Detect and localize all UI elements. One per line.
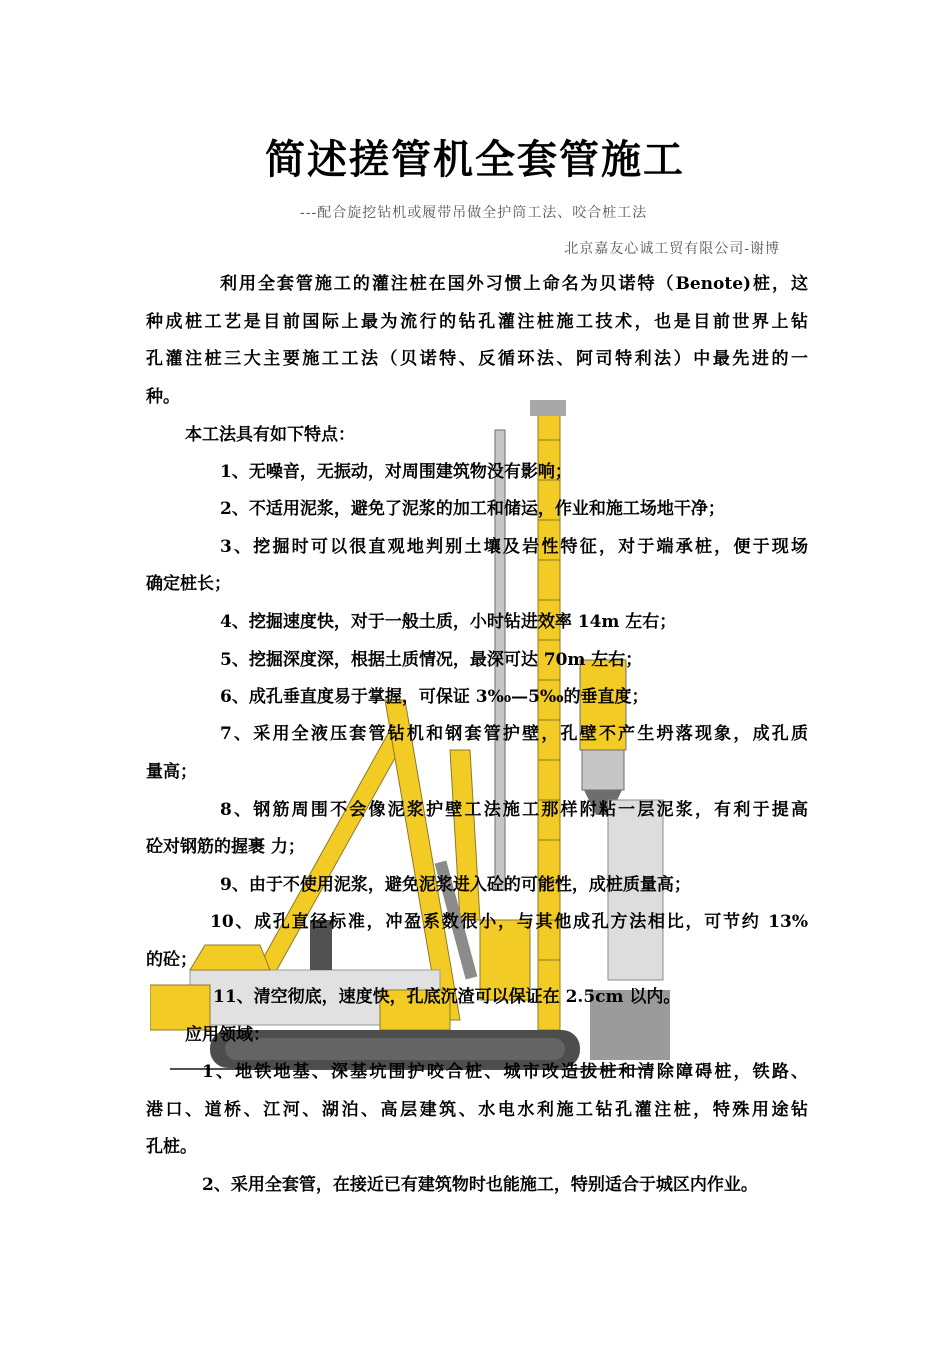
list-item: 8、钢筋周围不会像泥浆护壁工法施工那样附粘一层泥浆，有利于提高 bbox=[220, 800, 808, 820]
paragraph-line: 利用全套管施工的灌注桩在国外习惯上命名为贝诺特（Benote)桩，这 bbox=[220, 274, 808, 294]
list-item-continued: 港口、道桥、江河、湖泊、高层建筑、水电水利施工钻孔灌注桩，特殊用途钻 bbox=[146, 1100, 808, 1120]
list-item: 6、成孔垂直度易于掌握，可保证 3‰—5‰的垂直度； bbox=[220, 687, 649, 707]
section-heading: 本工法具有如下特点： bbox=[185, 425, 355, 445]
document-author: 北京嘉友心诚工贸有限公司-谢博 bbox=[564, 241, 780, 257]
list-item: 11、清空彻底，速度快，孔底沉渣可以保证在 2.5cm 以内。 bbox=[213, 987, 681, 1007]
list-item: 2、采用全套管，在接近已有建筑物时也能施工，特别适合于城区内作业。 bbox=[202, 1175, 758, 1195]
document-title: 简述搓管机全套管施工 bbox=[265, 137, 685, 183]
list-item-continued: 的砼； bbox=[146, 950, 197, 970]
list-item: 7、采用全液压套管钻机和钢套管护壁，孔壁不产生坍落现象，成孔质 bbox=[220, 724, 808, 744]
paragraph-line: 种。 bbox=[146, 387, 180, 407]
section-heading: 应用领域： bbox=[185, 1025, 270, 1045]
document-subtitle: ---配合旋挖钻机或履带吊做全护筒工法、咬合桩工法 bbox=[300, 205, 648, 221]
list-item-continued: 孔桩。 bbox=[146, 1137, 197, 1157]
list-item-continued: 量高； bbox=[146, 762, 197, 782]
list-item: 10、成孔直径标准，冲盈系数很小，与其他成孔方法相比，可节约 13% bbox=[210, 912, 808, 932]
list-item: 9、由于不使用泥浆，避免泥浆进入砼的可能性，成桩质量高； bbox=[220, 875, 691, 895]
list-item: 3、挖掘时可以很直观地判别土壤及岩性特征，对于端承桩，便于现场 bbox=[220, 537, 808, 557]
paragraph-line: 种成桩工艺是目前国际上最为流行的钻孔灌注桩施工技术，也是目前世界上钻 bbox=[146, 312, 808, 332]
list-item: 2、不适用泥浆，避免了泥浆的加工和储运，作业和施工场地干净； bbox=[220, 499, 725, 519]
list-item: 1、地铁地基、深基坑围护咬合桩、城市改造拔桩和清除障碍桩，铁路、 bbox=[202, 1062, 808, 1082]
list-item-continued: 确定桩长； bbox=[146, 574, 231, 594]
list-item: 4、挖掘速度快，对于一般土质，小时钻进效率 14m 左右； bbox=[220, 612, 677, 632]
list-item: 1、无噪音，无振动，对周围建筑物没有影响； bbox=[220, 462, 572, 482]
list-item: 5、挖掘深度深，根据土质情况，最深可达 70m 左右； bbox=[220, 650, 643, 670]
list-item-continued: 砼对钢筋的握裹 力； bbox=[146, 837, 305, 857]
paragraph-line: 孔灌注桩三大主要施工工法（贝诺特、反循环法、阿司特利法）中最先进的一 bbox=[146, 349, 808, 369]
